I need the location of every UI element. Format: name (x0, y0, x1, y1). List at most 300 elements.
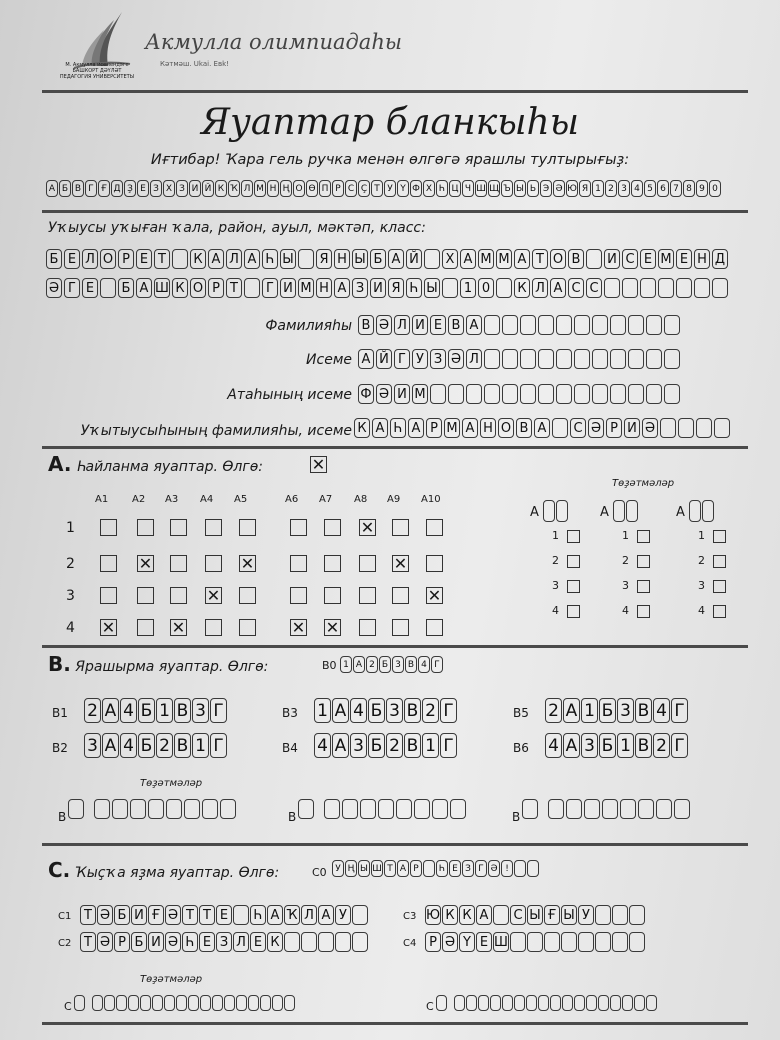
char-cell[interactable]: В (174, 733, 191, 758)
correction-cell[interactable] (360, 799, 376, 819)
answer-checkbox[interactable] (426, 555, 443, 572)
char-cell[interactable]: 2 (366, 656, 378, 673)
name-field[interactable] (358, 349, 680, 369)
char-cell[interactable]: 2 (545, 698, 562, 723)
correction-cell[interactable] (74, 995, 85, 1011)
char-cell[interactable]: Ю (425, 905, 441, 925)
char-cell[interactable]: К (215, 180, 227, 197)
char-cell[interactable]: Ы (561, 905, 577, 925)
correction-cell[interactable] (378, 799, 394, 819)
char-cell[interactable]: Д (712, 249, 728, 269)
char-cell[interactable] (544, 932, 560, 952)
char-cell[interactable]: 3 (392, 656, 404, 673)
char-cell[interactable]: А (318, 905, 334, 925)
char-cell[interactable]: Ч (462, 180, 474, 197)
char-cell[interactable] (556, 315, 572, 335)
char-cell[interactable]: 2 (605, 180, 617, 197)
answer-cells[interactable] (425, 932, 645, 952)
char-cell[interactable]: 3 (84, 733, 101, 758)
answer-cells[interactable] (425, 905, 645, 925)
correction-cell[interactable] (432, 799, 448, 819)
answer-checkbox[interactable] (170, 587, 187, 604)
char-cell[interactable] (676, 278, 692, 298)
answer-cells[interactable] (80, 932, 368, 952)
correction-cell[interactable] (454, 995, 465, 1011)
correction-cell[interactable] (620, 799, 636, 819)
correction-checkbox[interactable] (637, 555, 650, 568)
answer-checkbox[interactable] (239, 587, 256, 604)
correction-cells[interactable] (298, 799, 466, 819)
char-cell[interactable]: 5 (644, 180, 656, 197)
char-cell[interactable]: Ә (553, 180, 565, 197)
char-cell[interactable]: Ү (459, 932, 475, 952)
char-cell[interactable]: Е (676, 249, 692, 269)
char-cell[interactable]: Г (671, 733, 688, 758)
char-cell[interactable]: А (358, 349, 374, 369)
correction-number-cell[interactable] (613, 500, 625, 522)
answer-checkbox[interactable] (137, 587, 154, 604)
char-cell[interactable]: И (189, 180, 201, 197)
char-cell[interactable]: З (176, 180, 188, 197)
correction-cell[interactable] (574, 995, 585, 1011)
char-cell[interactable]: 1 (422, 733, 439, 758)
char-cell[interactable] (592, 349, 608, 369)
char-cell[interactable] (335, 932, 351, 952)
char-cell[interactable]: Ъ (501, 180, 513, 197)
correction-cell[interactable] (284, 995, 295, 1011)
char-cell[interactable]: З (150, 180, 162, 197)
char-cell[interactable]: А (514, 249, 530, 269)
char-cell[interactable]: А (462, 418, 478, 438)
char-cell[interactable]: Н (334, 249, 350, 269)
correction-cells[interactable] (68, 799, 236, 819)
char-cell[interactable]: 1 (460, 278, 476, 298)
char-cell[interactable]: Ы (358, 860, 370, 877)
char-cell[interactable]: И (412, 315, 428, 335)
char-cell[interactable]: И (394, 384, 410, 404)
correction-cell[interactable] (634, 995, 645, 1011)
char-cell[interactable]: Ы (424, 278, 440, 298)
char-cell[interactable]: Б (599, 698, 616, 723)
char-cell[interactable]: Г (210, 733, 227, 758)
char-cell[interactable]: Ы (352, 249, 368, 269)
char-cell[interactable]: У (332, 860, 344, 877)
char-cell[interactable]: Ш (493, 932, 509, 952)
char-cell[interactable]: А (550, 278, 566, 298)
answer-checkbox[interactable] (290, 519, 307, 536)
char-cell[interactable]: Л (82, 249, 98, 269)
char-cell[interactable]: Л (532, 278, 548, 298)
char-cell[interactable] (622, 278, 638, 298)
char-cell[interactable] (628, 349, 644, 369)
char-cell[interactable]: М (298, 278, 314, 298)
answer-checkbox[interactable]: ✕ (171, 617, 186, 637)
char-cell[interactable] (430, 384, 446, 404)
correction-cell[interactable] (92, 995, 103, 1011)
char-cell[interactable]: Ҡ (284, 905, 300, 925)
char-cell[interactable]: 1 (340, 656, 352, 673)
answer-checkbox[interactable] (239, 519, 256, 536)
char-cell[interactable]: Ә (588, 418, 604, 438)
char-cell[interactable]: Р (606, 418, 622, 438)
char-cell[interactable] (646, 349, 662, 369)
char-cell[interactable]: Ы (514, 180, 526, 197)
char-cell[interactable] (646, 315, 662, 335)
char-cell[interactable]: 2 (653, 733, 670, 758)
char-cell[interactable]: Г (210, 698, 227, 723)
correction-cell[interactable] (202, 799, 218, 819)
correction-cell[interactable] (130, 799, 146, 819)
char-cell[interactable]: З (430, 349, 446, 369)
char-cell[interactable]: К (442, 905, 458, 925)
correction-cell[interactable] (324, 799, 340, 819)
correction-cell[interactable] (522, 799, 538, 819)
correction-cell[interactable] (610, 995, 621, 1011)
char-cell[interactable]: 8 (683, 180, 695, 197)
char-cell[interactable] (423, 860, 435, 877)
answer-checkbox[interactable]: ✕ (325, 617, 340, 637)
char-cell[interactable] (712, 278, 728, 298)
correction-cell[interactable] (148, 799, 164, 819)
char-cell[interactable]: Г (64, 278, 80, 298)
char-cell[interactable]: Г (262, 278, 278, 298)
correction-cell[interactable] (526, 995, 537, 1011)
char-cell[interactable] (552, 418, 568, 438)
correction-checkbox[interactable] (567, 580, 580, 593)
char-cell[interactable]: Б (138, 698, 155, 723)
char-cell[interactable]: Л (233, 932, 249, 952)
char-cell[interactable]: С (345, 180, 357, 197)
char-cell[interactable]: Б (379, 656, 391, 673)
char-cell[interactable] (514, 860, 526, 877)
char-cell[interactable]: С (586, 278, 602, 298)
char-cell[interactable]: Ф (358, 384, 374, 404)
char-cell[interactable]: Л (466, 349, 482, 369)
char-cell[interactable]: А (46, 180, 58, 197)
char-cell[interactable] (233, 905, 249, 925)
char-cell[interactable]: Х (163, 180, 175, 197)
char-cell[interactable]: Ҙ (124, 180, 136, 197)
correction-cell[interactable] (674, 799, 690, 819)
char-cell[interactable]: А (563, 733, 580, 758)
char-cell[interactable]: М (412, 384, 428, 404)
char-cell[interactable]: А (332, 733, 349, 758)
correction-cell[interactable] (298, 799, 314, 819)
char-cell[interactable]: Ы (280, 249, 296, 269)
char-cell[interactable] (484, 384, 500, 404)
char-cell[interactable]: У (335, 905, 351, 925)
char-cell[interactable]: И (624, 418, 640, 438)
correction-cell[interactable] (602, 799, 618, 819)
char-cell[interactable]: К (172, 278, 188, 298)
char-cell[interactable]: Й (202, 180, 214, 197)
char-cell[interactable] (520, 384, 536, 404)
char-cell[interactable]: Ө (306, 180, 318, 197)
char-cell[interactable]: К (190, 249, 206, 269)
answer-checkbox[interactable] (392, 619, 409, 636)
correction-cell[interactable] (656, 799, 672, 819)
char-cell[interactable]: Ғ (544, 905, 560, 925)
answer-checkbox[interactable]: ✕ (101, 617, 116, 637)
char-cell[interactable]: Х (442, 249, 458, 269)
char-cell[interactable] (578, 932, 594, 952)
correction-cell[interactable] (478, 995, 489, 1011)
char-cell[interactable]: Т (80, 932, 96, 952)
char-cell[interactable]: Р (118, 249, 134, 269)
correction-cell[interactable] (450, 799, 466, 819)
char-cell[interactable]: К (354, 418, 370, 438)
correction-cell[interactable] (248, 995, 259, 1011)
char-cell[interactable]: Н (316, 278, 332, 298)
char-cell[interactable]: Ң (280, 180, 292, 197)
char-cell[interactable]: Ғ (148, 905, 164, 925)
answer-checkbox[interactable]: ✕ (360, 517, 375, 537)
char-cell[interactable]: Т (371, 180, 383, 197)
char-cell[interactable]: Ь (527, 180, 539, 197)
char-cell[interactable]: У (578, 905, 594, 925)
answer-checkbox[interactable] (100, 587, 117, 604)
correction-cell[interactable] (550, 995, 561, 1011)
char-cell[interactable]: 9 (696, 180, 708, 197)
char-cell[interactable] (502, 349, 518, 369)
char-cell[interactable]: Е (64, 249, 80, 269)
char-cell[interactable]: Й (406, 249, 422, 269)
char-cell[interactable]: Б (114, 905, 130, 925)
char-cell[interactable]: Б (368, 698, 385, 723)
answer-checkbox[interactable] (205, 555, 222, 572)
char-cell[interactable]: Ә (376, 315, 392, 335)
char-cell[interactable] (556, 384, 572, 404)
char-cell[interactable]: Р (426, 418, 442, 438)
correction-cell[interactable] (514, 995, 525, 1011)
char-cell[interactable]: Т (384, 860, 396, 877)
char-cell[interactable]: 1 (156, 698, 173, 723)
char-cell[interactable]: Е (250, 932, 266, 952)
answer-checkbox[interactable] (324, 555, 341, 572)
char-cell[interactable]: 0 (478, 278, 494, 298)
char-cell[interactable]: О (293, 180, 305, 197)
answer-checkbox[interactable] (359, 587, 376, 604)
char-cell[interactable]: 4 (418, 656, 430, 673)
char-cell[interactable]: Ң (345, 860, 357, 877)
char-cell[interactable]: Т (182, 905, 198, 925)
correction-cell[interactable] (622, 995, 633, 1011)
char-cell[interactable]: Н (480, 418, 496, 438)
char-cell[interactable]: Э (540, 180, 552, 197)
char-cell[interactable]: А (397, 860, 409, 877)
char-cell[interactable]: 4 (631, 180, 643, 197)
char-cell[interactable] (714, 418, 730, 438)
char-cell[interactable] (502, 384, 518, 404)
char-cell[interactable] (352, 905, 368, 925)
char-cell[interactable] (527, 932, 543, 952)
char-cell[interactable]: Е (430, 315, 446, 335)
char-cell[interactable]: Я (316, 249, 332, 269)
correction-checkbox[interactable] (713, 555, 726, 568)
char-cell[interactable] (484, 349, 500, 369)
answer-checkbox[interactable] (359, 555, 376, 572)
correction-cell[interactable] (68, 799, 84, 819)
char-cell[interactable]: Т (226, 278, 242, 298)
char-cell[interactable]: В (448, 315, 464, 335)
char-cell[interactable]: А (408, 418, 424, 438)
char-cell[interactable]: В (174, 698, 191, 723)
answer-checkbox[interactable]: ✕ (427, 585, 442, 605)
char-cell[interactable]: З (216, 932, 232, 952)
char-cell[interactable] (678, 418, 694, 438)
char-cell[interactable] (610, 315, 626, 335)
answer-checkbox[interactable] (392, 587, 409, 604)
char-cell[interactable] (352, 932, 368, 952)
char-cell[interactable] (298, 249, 314, 269)
char-cell[interactable]: 3 (581, 733, 598, 758)
char-cell[interactable] (664, 349, 680, 369)
char-cell[interactable]: Ц (449, 180, 461, 197)
answer-checkbox[interactable] (239, 619, 256, 636)
char-cell[interactable]: Л (301, 905, 317, 925)
char-cell[interactable] (595, 932, 611, 952)
correction-number-cell[interactable] (689, 500, 701, 522)
char-cell[interactable]: И (131, 905, 147, 925)
char-cell[interactable]: В (405, 656, 417, 673)
char-cell[interactable]: Л (394, 315, 410, 335)
answer-checkbox[interactable]: ✕ (291, 617, 306, 637)
char-cell[interactable]: Ю (566, 180, 578, 197)
char-cell[interactable]: Т (199, 905, 215, 925)
char-cell[interactable]: О (100, 249, 116, 269)
char-cell[interactable]: В (635, 733, 652, 758)
correction-cell[interactable] (586, 995, 597, 1011)
answer-checkbox[interactable] (392, 519, 409, 536)
char-cell[interactable]: З (462, 860, 474, 877)
char-cell[interactable]: А (353, 656, 365, 673)
char-cell[interactable]: А (460, 249, 476, 269)
correction-cell[interactable] (176, 995, 187, 1011)
correction-cells[interactable] (522, 799, 690, 819)
answer-checkbox[interactable] (324, 519, 341, 536)
char-cell[interactable]: 3 (386, 698, 403, 723)
char-cell[interactable]: Г (431, 656, 443, 673)
char-cell[interactable]: И (370, 278, 386, 298)
char-cell[interactable]: О (550, 249, 566, 269)
correction-cell[interactable] (562, 995, 573, 1011)
char-cell[interactable]: И (148, 932, 164, 952)
char-cell[interactable] (610, 349, 626, 369)
char-cell[interactable] (646, 384, 662, 404)
char-cell[interactable] (502, 315, 518, 335)
char-cell[interactable] (448, 384, 464, 404)
char-cell[interactable]: В (358, 315, 374, 335)
char-cell[interactable]: Н (267, 180, 279, 197)
char-cell[interactable]: Г (440, 698, 457, 723)
char-cell[interactable]: Һ (406, 278, 422, 298)
correction-cell[interactable] (342, 799, 358, 819)
char-cell[interactable]: Я (388, 278, 404, 298)
correction-checkbox[interactable] (567, 555, 580, 568)
patronymic-field[interactable] (358, 384, 680, 404)
char-cell[interactable]: В (72, 180, 84, 197)
correction-checkbox[interactable] (637, 530, 650, 543)
char-cell[interactable]: В (568, 249, 584, 269)
surname-field[interactable] (358, 315, 680, 335)
answer-checkbox[interactable] (100, 555, 117, 572)
char-cell[interactable]: Т (80, 905, 96, 925)
char-cell[interactable]: Б (368, 733, 385, 758)
char-cell[interactable] (612, 932, 628, 952)
answer-checkbox[interactable] (205, 519, 222, 536)
correction-cell[interactable] (200, 995, 211, 1011)
char-cell[interactable]: Х (423, 180, 435, 197)
char-cell[interactable]: М (254, 180, 266, 197)
char-cell[interactable]: Р (410, 860, 422, 877)
char-cell[interactable]: А (267, 905, 283, 925)
char-cell[interactable]: 4 (350, 698, 367, 723)
char-cell[interactable]: Б (59, 180, 71, 197)
correction-cell[interactable] (140, 995, 151, 1011)
char-cell[interactable]: А (476, 905, 492, 925)
char-cell[interactable]: Б (118, 278, 134, 298)
char-cell[interactable] (592, 315, 608, 335)
char-cell[interactable]: 0 (709, 180, 721, 197)
char-cell[interactable]: С (510, 905, 526, 925)
char-cell[interactable] (694, 278, 710, 298)
char-cell[interactable]: Н (694, 249, 710, 269)
correction-cell[interactable] (236, 995, 247, 1011)
correction-cells[interactable] (436, 995, 657, 1011)
char-cell[interactable]: Е (449, 860, 461, 877)
char-cell[interactable]: Щ (488, 180, 500, 197)
char-cell[interactable] (510, 932, 526, 952)
correction-cell[interactable] (184, 799, 200, 819)
char-cell[interactable] (527, 860, 539, 877)
char-cell[interactable]: Ы (527, 905, 543, 925)
char-cell[interactable] (610, 384, 626, 404)
char-cell[interactable]: 4 (120, 733, 137, 758)
char-cell[interactable] (612, 905, 628, 925)
char-cell[interactable]: В (516, 418, 532, 438)
char-cell[interactable]: 6 (657, 180, 669, 197)
answer-checkbox[interactable] (170, 519, 187, 536)
char-cell[interactable]: Ә (46, 278, 62, 298)
char-cell[interactable]: 3 (350, 733, 367, 758)
char-cell[interactable]: Т (532, 249, 548, 269)
char-cell[interactable]: Ҡ (228, 180, 240, 197)
char-cell[interactable]: Г (85, 180, 97, 197)
correction-cell[interactable] (466, 995, 477, 1011)
char-cell[interactable] (538, 315, 554, 335)
char-cell[interactable]: Ш (154, 278, 170, 298)
answer-checkbox[interactable] (426, 519, 443, 536)
char-cell[interactable]: В (404, 698, 421, 723)
char-cell[interactable] (556, 349, 572, 369)
char-cell[interactable]: Г (671, 698, 688, 723)
answer-checkbox[interactable] (426, 619, 443, 636)
char-cell[interactable]: 4 (314, 733, 331, 758)
char-cell[interactable]: А (334, 278, 350, 298)
correction-cell[interactable] (548, 799, 564, 819)
char-cell[interactable]: Ә (488, 860, 500, 877)
char-cell[interactable]: М (478, 249, 494, 269)
char-cell[interactable]: Г (394, 349, 410, 369)
char-cell[interactable]: М (496, 249, 512, 269)
char-cell[interactable]: Ә (642, 418, 658, 438)
char-cell[interactable]: Р (332, 180, 344, 197)
char-cell[interactable]: 2 (156, 733, 173, 758)
char-cell[interactable] (301, 932, 317, 952)
char-cell[interactable]: П (319, 180, 331, 197)
char-cell[interactable]: Ғ (98, 180, 110, 197)
char-cell[interactable]: Ә (165, 932, 181, 952)
